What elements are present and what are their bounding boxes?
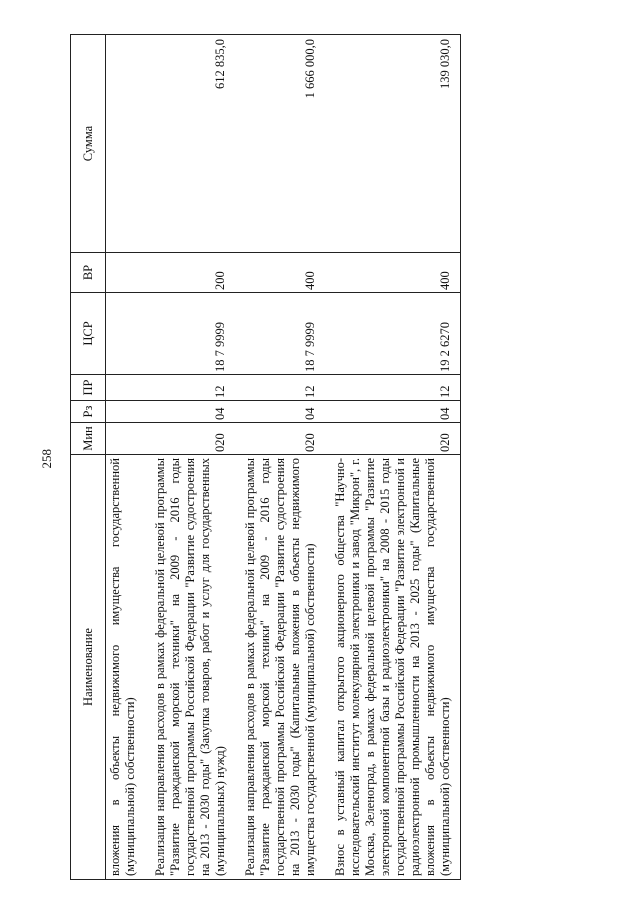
- row-sum: [106, 35, 146, 253]
- header-sum: Сумма: [71, 35, 106, 253]
- table-row: [151, 35, 235, 880]
- header-rz: Рз: [71, 401, 106, 423]
- row-rz: 04: [151, 401, 235, 423]
- row-name: Реализация направления расходов в рамках федеральной целевой программы "Развитие гражданской морской техники" на 2009 - 2016 годы государственной программы Российской Федерации "Развитие судостроения на 2013 - 2030 годы" (Капитальные вложения в объекты недвижимого имущества государственной (муниципальной) собственности): [241, 455, 325, 880]
- row-rz: 04: [331, 401, 461, 423]
- header-pr: ПР: [71, 375, 106, 401]
- row-name: Взнос в уставный капитал открытого акционерного общества "Научно-исследовательский институт молекулярной электроники и завод "Микрон", г. Москва, Зеленоград, в рамках федеральной целевой программы "Развитие электронной компонентной базы и радиоэлектроники" на 2008 - 2015 годы государственной программы Российской Федерации "Развитие электронной и радиоэлектронной промышленности на 2013 - 2025 годы" (Капитальные вложения в объекты недвижимого имущества государственной (муниципальной) собственности): [331, 455, 461, 880]
- row-min: 020: [331, 423, 461, 455]
- header-name: Наименование: [71, 455, 106, 880]
- table-row: [106, 35, 146, 880]
- table-row: [241, 35, 325, 880]
- row-name: Реализация направления расходов в рамках федеральной целевой программы "Развитие гражданской морской техники" на 2009 - 2016 годы государственной программы Российской Федерации "Развитие судостроения на 2013 - 2030 годы" (Закупка товаров, работ и услуг для государственных (муниципальных) нужд): [151, 455, 235, 880]
- row-pr: 12: [331, 375, 461, 401]
- row-min: [106, 423, 146, 455]
- row-sum: 1 666 000,0: [241, 35, 325, 253]
- page-number: 258: [39, 449, 54, 469]
- header-min: Мин: [71, 423, 106, 455]
- row-min: 020: [151, 423, 235, 455]
- row-pr: 12: [241, 375, 325, 401]
- row-rz: [106, 401, 146, 423]
- row-csr: 18 7 9999: [241, 293, 325, 375]
- row-name: вложения в объекты недвижимого имущества государственной (муниципальной) собственности): [106, 455, 146, 880]
- row-csr: [106, 293, 146, 375]
- row-vr: [106, 253, 146, 293]
- row-sum: 139 030,0: [331, 35, 461, 253]
- budget-table: [70, 34, 461, 880]
- row-vr: 400: [331, 253, 461, 293]
- rotated-page-content: [70, 35, 585, 880]
- row-rz: 04: [241, 401, 325, 423]
- row-vr: 200: [151, 253, 235, 293]
- row-vr: 400: [241, 253, 325, 293]
- table-row: [331, 35, 461, 880]
- row-csr: 19 2 6270: [331, 293, 461, 375]
- row-sum: 612 835,0: [151, 35, 235, 253]
- row-pr: [106, 375, 146, 401]
- row-min: 020: [241, 423, 325, 455]
- header-csr: ЦСР: [71, 293, 106, 375]
- table-header-row: [71, 35, 106, 880]
- row-pr: 12: [151, 375, 235, 401]
- header-vr: ВР: [71, 253, 106, 293]
- row-csr: 18 7 9999: [151, 293, 235, 375]
